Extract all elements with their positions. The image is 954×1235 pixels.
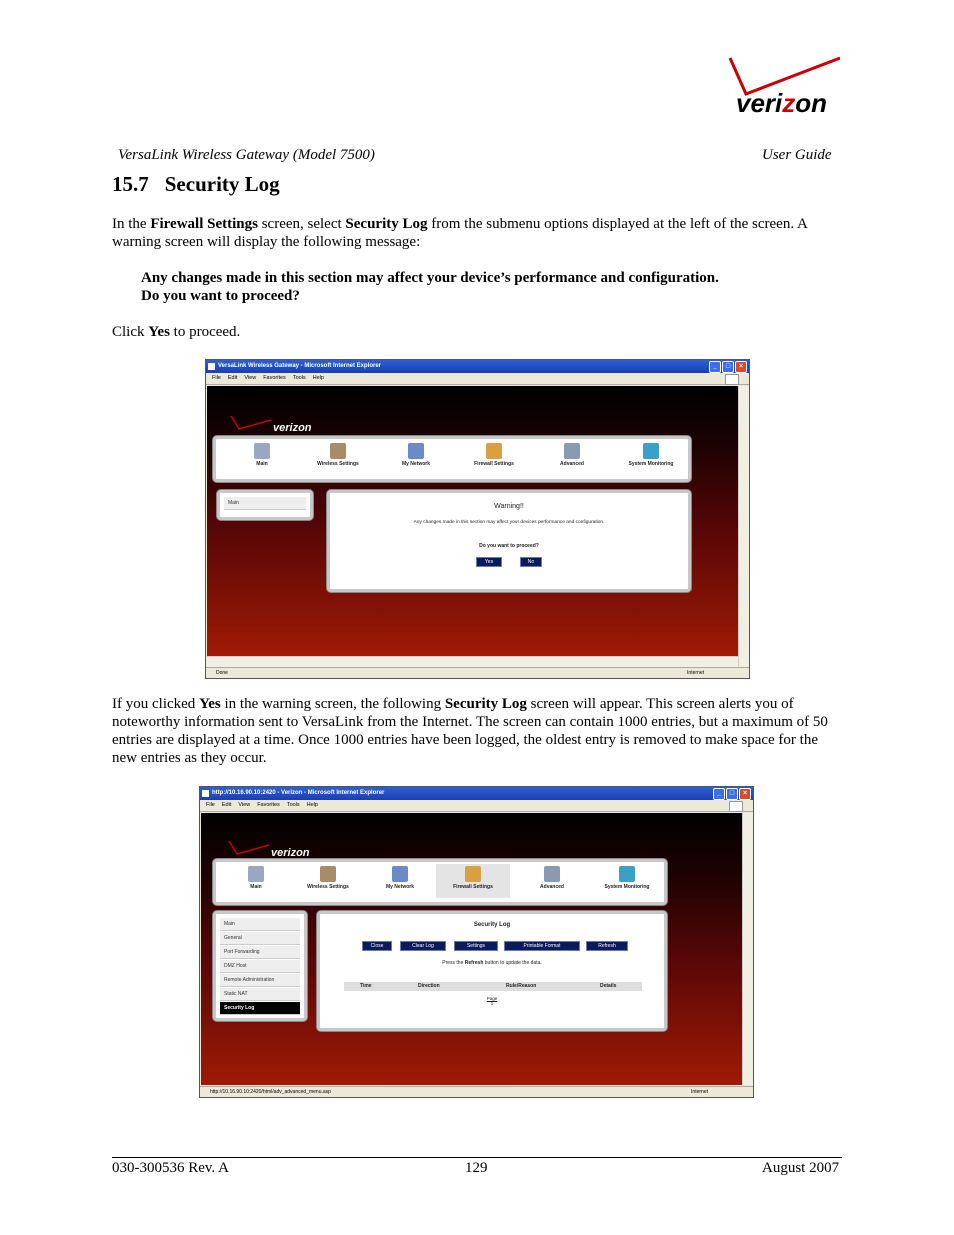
nav-my-network[interactable]: My Network (394, 443, 438, 468)
menu-view[interactable]: View (244, 375, 257, 381)
nav-my-network[interactable]: My Network (378, 866, 422, 891)
status-bar: Done Internet (206, 667, 749, 678)
menu-file[interactable]: File (212, 375, 221, 381)
paragraph-security-log: If you clicked Yes in the warning screen, the following Security Log screen will appear. This screen alerts you of noteworthy information sent to VersaLink from the Internet. The screen can contain 1000 entries, but a maximum of 50 entries are displayed at a time. Once 1000 entries have been logged, the oldest entry is removed to make space for the new entries as they occur. (112, 696, 828, 766)
browser-content (207, 386, 738, 656)
main-nav (213, 859, 667, 905)
warning-text: Any changes made in this section may affect your devices performance and configuration. (413, 520, 605, 525)
browser-content (201, 813, 742, 1085)
pagination (320, 996, 664, 1006)
windows-flag-icon (725, 374, 739, 385)
menu-edit[interactable]: Edit (221, 802, 232, 808)
maximize-icon[interactable]: □ (722, 361, 734, 373)
no-button[interactable]: No (520, 557, 542, 567)
firewall-icon (465, 866, 481, 882)
menu-help[interactable]: Help (312, 375, 324, 381)
warning-dialog (327, 490, 691, 592)
menu-file[interactable]: File (206, 802, 215, 808)
side-menu (213, 911, 307, 1021)
side-item-main[interactable]: Main (220, 918, 300, 931)
horizontal-scrollbar[interactable] (207, 656, 738, 667)
footer-doc-number: 030-300536 Rev. A (112, 1160, 229, 1176)
warning-line-2: Do you want to proceed? (141, 288, 300, 304)
clear-log-button[interactable]: Clear Log (400, 941, 446, 951)
warning-question: Do you want to proceed? (479, 543, 539, 549)
col-time: Time (360, 983, 372, 989)
nav-main[interactable]: Main (242, 443, 282, 468)
monitor-icon (619, 866, 635, 882)
window-titlebar: http://10.16.90.10:2420 - Verizon - Microsoft Internet Explorer _ □ × (200, 787, 753, 800)
side-item-remote-administration[interactable]: Remote Administration (220, 974, 300, 987)
nav-wireless-settings[interactable]: Wireless Settings (316, 443, 360, 468)
vertical-scrollbar[interactable] (742, 813, 753, 1085)
side-item-port-forwarding[interactable]: Port Forwarding (220, 946, 300, 959)
yes-button[interactable]: Yes (476, 557, 502, 567)
side-menu (217, 490, 313, 520)
router-icon (320, 866, 336, 882)
svg-text:verizon: verizon (736, 88, 828, 118)
ie-icon (208, 363, 215, 370)
router-icon (330, 443, 346, 459)
header-doc-title: VersaLink Wireless Gateway (Model 7500) (118, 147, 375, 163)
refresh-hint: Press the Refresh button to update the data. (442, 960, 542, 966)
menu-bar (206, 373, 749, 385)
maximize-icon[interactable]: □ (726, 788, 738, 800)
menu-edit[interactable]: Edit (227, 375, 238, 381)
page-label: Page (486, 996, 498, 1001)
warning-message (141, 269, 719, 305)
menu-favorites[interactable]: Favorites (263, 375, 286, 381)
section-heading (112, 172, 280, 197)
side-item-static-nat[interactable]: Static NAT (220, 988, 300, 1001)
verizon-logo-small (229, 414, 329, 436)
security-log-panel (317, 911, 667, 1031)
minimize-icon[interactable]: _ (713, 788, 725, 800)
internet-zone: Internet (691, 1089, 708, 1095)
verizon-logo-small (227, 839, 327, 861)
minimize-icon[interactable]: _ (709, 361, 721, 373)
section-number: 15.7 (112, 172, 149, 196)
screenshot-warning (205, 359, 750, 679)
nav-system-monitoring[interactable]: System Monitoring (626, 443, 676, 468)
screenshot-security-log (199, 786, 754, 1098)
refresh-button[interactable]: Refresh (586, 941, 628, 951)
warning-title: Warning!! (494, 503, 524, 510)
footer-rule (112, 1157, 842, 1158)
nav-system-monitoring[interactable]: System Monitoring (602, 866, 652, 891)
side-item-main[interactable]: Main (224, 497, 306, 510)
internet-zone: Internet (687, 670, 704, 676)
window-titlebar: VersaLink Wireless Gateway - Microsoft Internet Explorer _ □ × (206, 360, 749, 373)
menu-help[interactable]: Help (306, 802, 318, 808)
nav-firewall-settings[interactable]: Firewall Settings (472, 443, 516, 468)
header-guide-label: User Guide (762, 147, 832, 163)
svg-text:verizon: verizon (273, 422, 312, 434)
footer-date: August 2007 (762, 1160, 840, 1176)
side-item-security-log[interactable]: Security Log (220, 1002, 300, 1015)
warning-line-1: Any changes made in this section may affect your device’s performance and configuration. (141, 270, 719, 286)
nav-main[interactable]: Main (236, 866, 276, 891)
monitor-icon (643, 443, 659, 459)
nav-advanced[interactable]: Advanced (530, 866, 574, 891)
close-icon[interactable]: × (739, 788, 751, 800)
svg-text:verizon: verizon (271, 847, 310, 859)
menu-tools[interactable]: Tools (286, 802, 300, 808)
paragraph-click-yes: Click Yes to proceed. (112, 324, 241, 340)
nav-advanced[interactable]: Advanced (550, 443, 594, 468)
vertical-scrollbar[interactable] (738, 386, 749, 666)
printable-format-button[interactable]: Printable Format (504, 941, 580, 951)
calendar-icon (248, 866, 264, 882)
printer-icon (564, 443, 580, 459)
verizon-logo (728, 54, 840, 124)
page-number[interactable]: 1 (490, 1001, 494, 1006)
paragraph-intro: In the Firewall Settings screen, select Security Log from the submenu options displayed at the left of the screen. A warning screen will display the following message: (112, 216, 807, 250)
status-bar: http://10.16.90.10:2420/html/adv_advanced_menu.asp Internet (200, 1086, 753, 1097)
menu-tools[interactable]: Tools (292, 375, 306, 381)
network-icon (392, 866, 408, 882)
firewall-icon (486, 443, 502, 459)
calendar-icon (254, 443, 270, 459)
menu-view[interactable]: View (238, 802, 251, 808)
nav-wireless-settings[interactable]: Wireless Settings (306, 866, 350, 891)
col-details: Details (600, 983, 617, 989)
col-rule-reason: Rule/Reason (506, 983, 537, 989)
close-icon[interactable]: × (735, 361, 747, 373)
windows-flag-icon (729, 801, 743, 812)
side-item-general[interactable]: General (220, 932, 300, 945)
settings-button[interactable]: Settings (454, 941, 498, 951)
menu-bar (200, 800, 753, 812)
printer-icon (544, 866, 560, 882)
nav-firewall-settings[interactable]: Firewall Settings (436, 864, 510, 898)
ie-icon (202, 790, 209, 797)
panel-title: Security Log (473, 922, 511, 928)
menu-favorites[interactable]: Favorites (257, 802, 280, 808)
main-nav (213, 436, 691, 482)
close-button[interactable]: Close (362, 941, 392, 951)
network-icon (408, 443, 424, 459)
side-item-dmz-host[interactable]: DMZ Host (220, 960, 300, 973)
section-title: Security Log (164, 172, 280, 196)
footer-page-number: 129 (465, 1160, 488, 1176)
log-table-header (344, 982, 642, 991)
col-direction: Direction (418, 983, 440, 989)
